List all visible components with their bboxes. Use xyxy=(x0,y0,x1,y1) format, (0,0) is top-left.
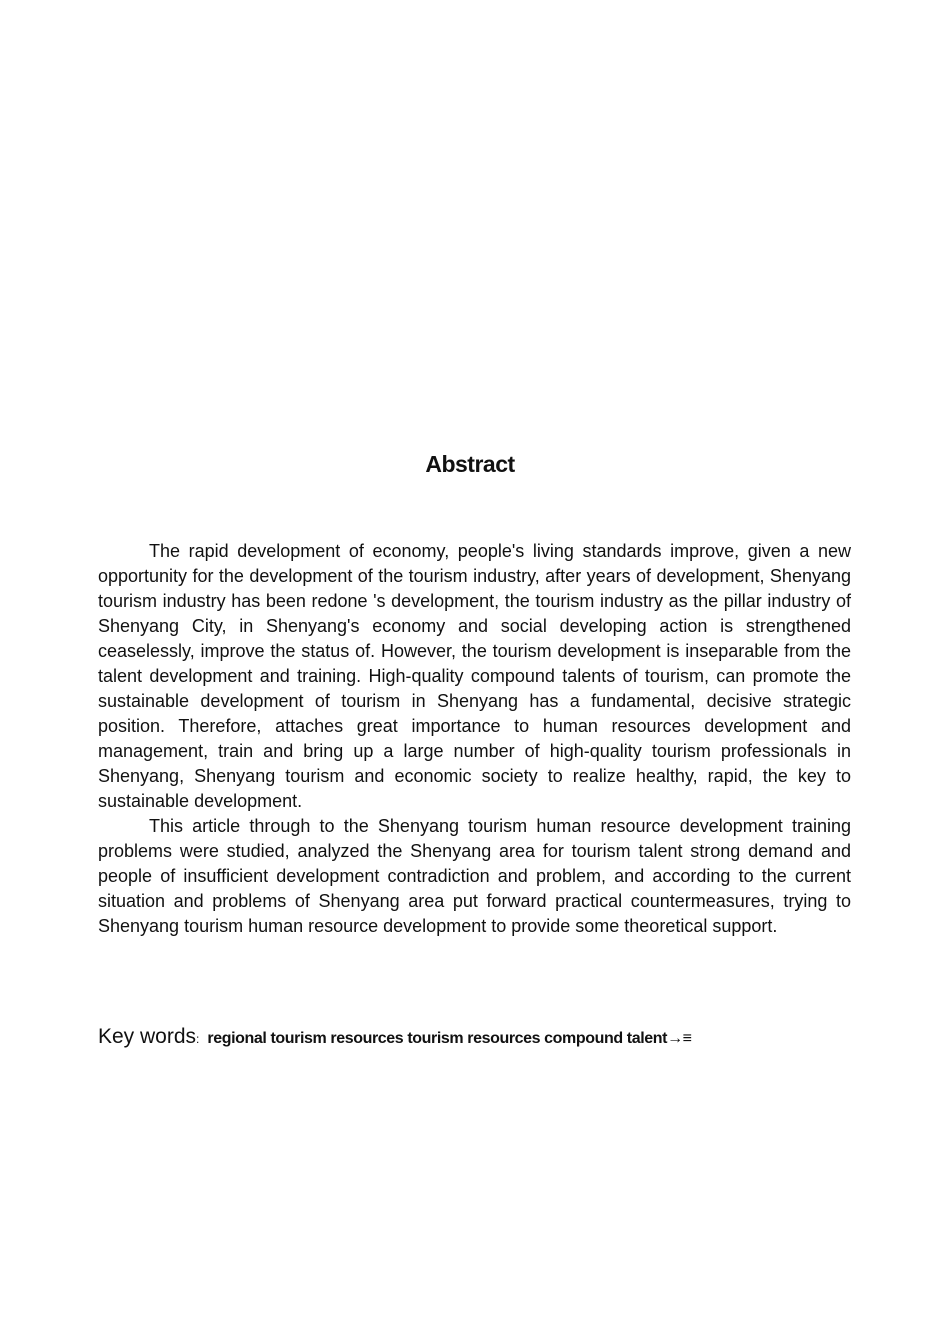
abstract-paragraph-2: This article through to the Shenyang tourism human resource development training problems were studied, analyzed the Shenyang area for tourism talent strong demand and people of insufficient development contradiction and problem, and according to the current situation and problems of Shenyang area put forward practical countermeasures, trying to Shenyang tourism human resource development to provide some theoretical support. xyxy=(98,816,851,936)
keywords-line xyxy=(98,1022,878,1054)
abstract-body xyxy=(98,539,851,939)
keywords-label: Key words xyxy=(98,1025,197,1048)
keywords-separator: : xyxy=(196,1032,200,1046)
abstract-title: Abstract xyxy=(425,451,515,477)
abstract-paragraph-1: The rapid development of economy, people's living standards improve, given a new opportunity for the development of the tourism industry, after years of development, Shenyang tourism industry has been redone 's development, the tourism industry as the pillar industry of Shenyang City, in Shenyang's economy and social developing action is strengthened ceaselessly, improve the status of. However, the tourism development is inseparable from the talent development and training. High-quality compound talents of tourism, can promote the sustainable development of tourism in Shenyang has a fundamental, decisive strategic position. Therefore, attaches great importance to human resources development and management, train and bring up a large number of high-quality tourism professionals in Shenyang, Shenyang tourism and economic society to realize healthy, rapid, the key to sustainable development. xyxy=(98,541,851,811)
keywords-values: regional tourism resources tourism resources compound talent→≡ xyxy=(207,1030,692,1047)
